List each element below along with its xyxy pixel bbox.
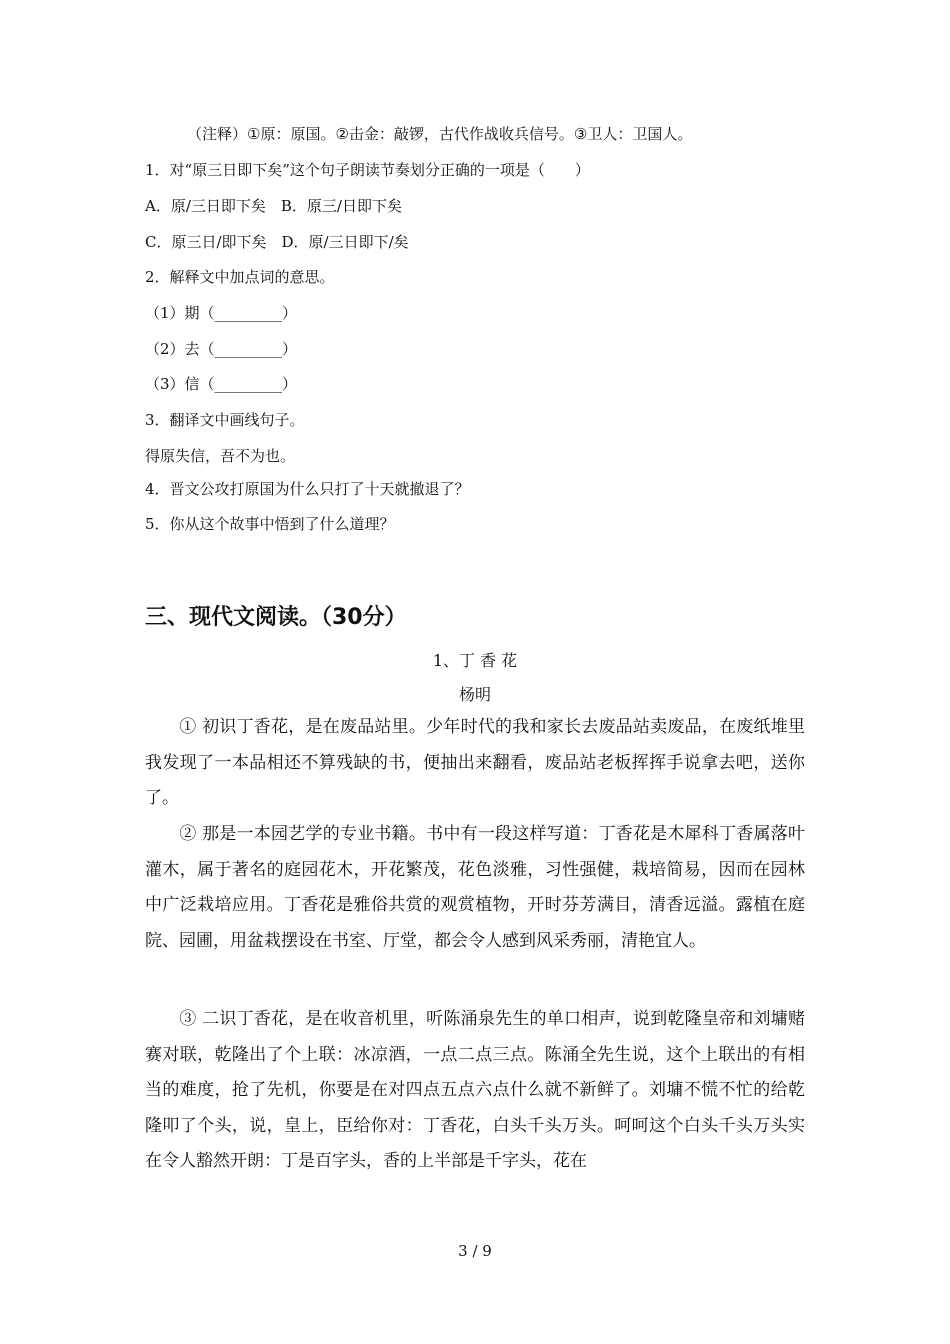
question-2-item-1: （1）期（_________） <box>145 304 298 322</box>
paragraph-1-text: ① 初识丁香花，是在废品站里。少年时代的我和家长去废品站卖废品，在废纸堆里我发现了一本品相还不算残缺的书，便抽出来翻看，废品站老板挥挥手说拿去吧，送你了。 <box>145 717 805 808</box>
annotation-note: （注释）①原：原国。②击金：敲锣，古代作战收兵信号。③卫人：卫国人。 <box>187 125 693 143</box>
question-2-item-3: （3）信（_________） <box>145 375 298 393</box>
question-1: 1．对“原三日即下矣”这个句子朗读节奏划分正确的一项是（ ） <box>145 161 590 179</box>
question-3: 3．翻译文中画线句子。 <box>145 411 305 429</box>
question-1-options-ab: A．原/三日即下矣 B．原三/日即下矣 <box>145 197 402 215</box>
page-number: 3 / 9 <box>458 1242 492 1260</box>
question-5: 5．你从这个故事中悟到了什么道理？ <box>145 515 395 533</box>
question-1-options-cd: C．原三日/即下矣 D．原/三日即下/矣 <box>145 233 409 251</box>
article-paragraph-2 <box>145 817 805 959</box>
section-heading: 三、现代文阅读。（30分） <box>145 605 407 630</box>
article-author: 杨明 <box>458 685 491 704</box>
article-title: 1、丁 香 花 <box>432 651 518 670</box>
question-4: 4．晋文公攻打原国为什么只打了十天就撤退了？ <box>145 480 470 498</box>
article-paragraph-1 <box>145 710 805 817</box>
article-paragraph-3 <box>145 1002 805 1180</box>
question-2-item-2: （2）去（_________） <box>145 340 298 358</box>
question-2: 2．解释文中加点词的意思。 <box>145 268 335 286</box>
paragraph-3-text: ③ 二识丁香花，是在收音机里，听陈涌泉先生的单口相声，说到乾隆皇帝和刘墉赌赛对联，乾隆出了个上联：冰凉酒，一点二点三点。陈涌全先生说，这个上联出的有相当的难度，抢了先机，你要是在对四点五点六点什么就不新鲜了。刘墉不慌不忙的给乾隆叩了个头，说，皇上，臣给你对：丁香花，白头千头万头。呵呵这个白头千头万头实在令人豁然开朗：丁是百字头，香的上半部是千字头，花在 <box>145 1009 805 1171</box>
question-3-sentence: 得原失信，吾不为也。 <box>145 447 296 465</box>
paragraph-2-text: ② 那是一本园艺学的专业书籍。书中有一段这样写道：丁香花是木犀科丁香属落叶灌木，属于著名的庭园花木，开花繁茂，花色淡雅，习性强健，栽培简易，因而在园林中广泛栽培应用。丁香花是雅俗共赏的观赏植物，开时芬芳满目，清香远溢。露植在庭院、园圃，用盆栽摆设在书室、厅堂，都会令人感到风采秀丽，清艳宜人。 <box>145 824 805 951</box>
